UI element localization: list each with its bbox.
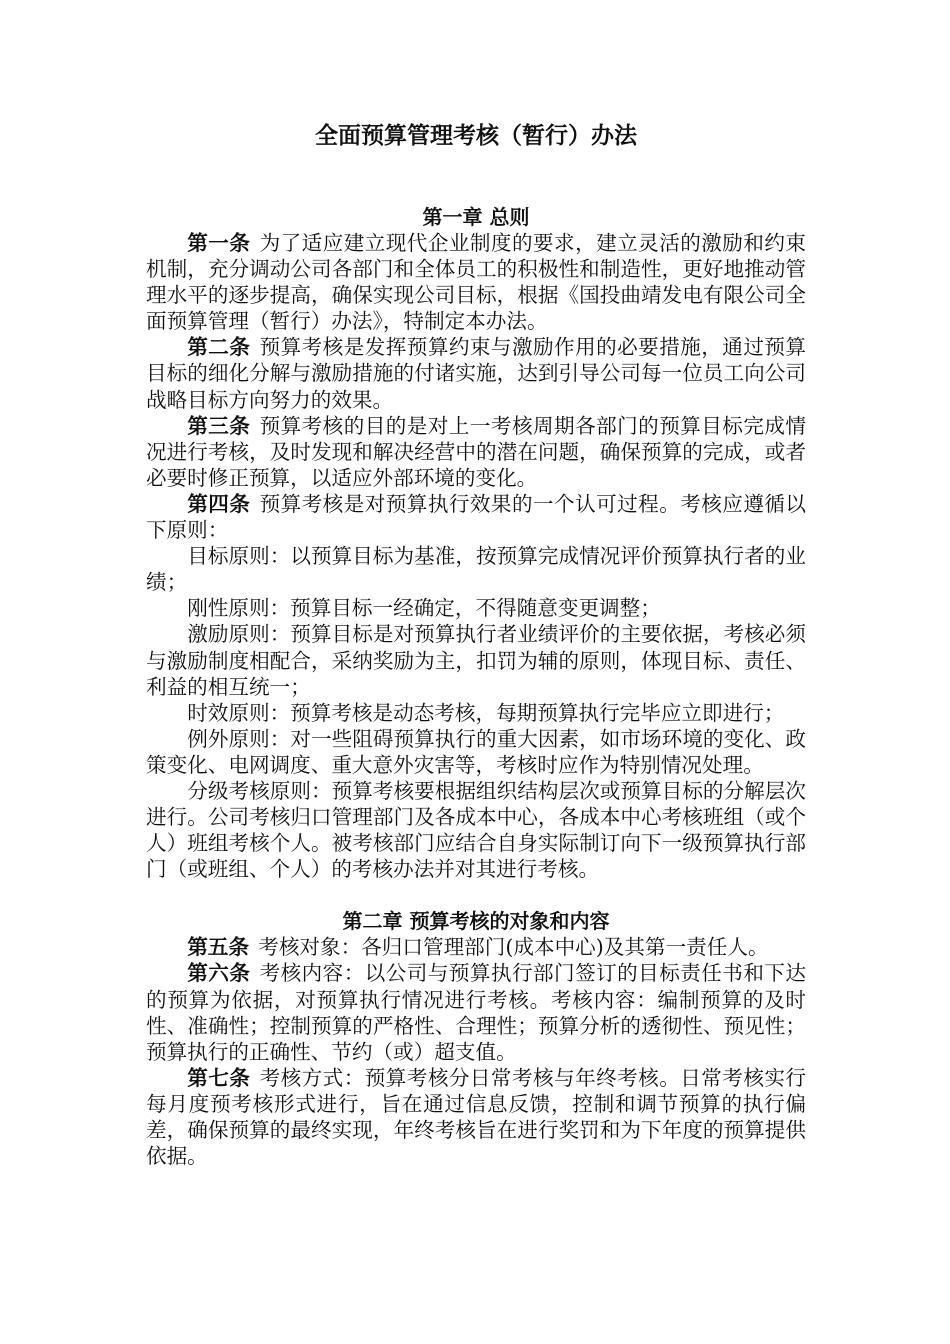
article-6	[146, 960, 806, 1064]
article-label: 第一条	[187, 231, 251, 255]
article-2	[146, 334, 806, 412]
article-7	[146, 1065, 806, 1169]
article-label: 第六条	[187, 961, 251, 986]
article-1	[146, 230, 806, 334]
article-4	[146, 491, 806, 543]
chapter-1	[146, 204, 806, 882]
article-label: 第五条	[187, 935, 249, 960]
article-label: 第三条	[187, 413, 251, 438]
article-label: 第七条	[187, 1065, 251, 1090]
principle-timeliness: 时效原则：预算考核是动态考核，每期预算执行完毕应立即进行；	[187, 700, 785, 725]
article-3	[146, 413, 806, 491]
document-title: 全面预算管理考核（暂行）办法	[315, 122, 637, 149]
chapter-heading: 第二章 预算考核的对象和内容	[342, 909, 610, 934]
article-5	[146, 934, 806, 960]
article-text: 考核方式：预算考核分日常考核与年终考核。日常考核实行每月度预考核形式进行，旨在通过信息反馈，控制和调节预算的执行偏差，确保预算的最终实现，年终考核旨在进行奖罚和为下年度的预算提供依据。	[146, 1065, 807, 1169]
article-label: 第二条	[187, 335, 251, 360]
article-text: 考核对象：各归口管理部门(成本中心)及其第一责任人。	[258, 935, 769, 960]
principle-exception: 例外原则：对一些阻碍预算执行的重大因素，如市场环境的变化、政策变化、电网调度、重大意外灾害等，考核时应作为特别情况处理。	[146, 726, 806, 777]
chapter-2	[146, 908, 806, 1169]
article-text: 预算考核的目的是对上一考核周期各部门的预算目标完成情况进行考核，及时发现和解决经营中的潜在问题，确保预算的完成，或者必要时修正预算，以适应外部环境的变化。	[146, 413, 807, 490]
article-text: 预算考核是发挥预算约束与激励作用的必要措施，通过预算目标的细化分解与激励措施的付诸实施，达到引导公司每一位员工向公司战略目标方向努力的效果。	[146, 335, 807, 412]
document-page	[146, 120, 806, 1169]
principle-rigid: 刚性原则：预算目标一经确定，不得随意变更调整；	[187, 596, 661, 621]
principle-hierarchical: 分级考核原则：预算考核要根据组织结构层次或预算目标的分解层次进行。公司考核归口管理部门及各成本中心，各成本中心考核班组（或个人）班组考核个人。被考核部门应结合自身实际制订向下一级预算执行部门（或班组、个人）的考核办法并对其进行考核。	[146, 778, 806, 882]
article-text: 考核内容：以公司与预算执行部门签订的目标责任书和下达的预算为依据，对预算执行情况进行考核。考核内容：编制预算的及时性、准确性；控制预算的严格性、合理性；预算分析的透彻性、预见性；预算执行的正确性、节约（或）超支值。	[146, 961, 807, 1064]
chapter-heading: 第一章 总则	[422, 205, 530, 229]
article-text: 预算考核是对预算执行效果的一个认可过程。考核应遵循以下原则：	[146, 491, 807, 543]
article-label: 第四条	[187, 491, 251, 516]
principle-incentive: 激励原则：预算目标是对预算执行者业绩评价的主要依据，考核必须与激励制度相配合，采纳奖励为主，扣罚为辅的原则，体现目标、责任、利益的相互统一；	[146, 622, 806, 699]
principle-target: 目标原则：以预算目标为基准，按预算完成情况评价预算执行者的业绩；	[146, 544, 806, 595]
article-text: 为了适应建立现代企业制度的要求，建立灵活的激励和约束机制，充分调动公司各部门和全体员工的积极性和制造性，更好地推动管理水平的逐步提高，确保实现公司目标，根据《国投曲靖发电有限公司全面预算管理（暂行）办法》，特制定本办法。	[146, 231, 807, 334]
